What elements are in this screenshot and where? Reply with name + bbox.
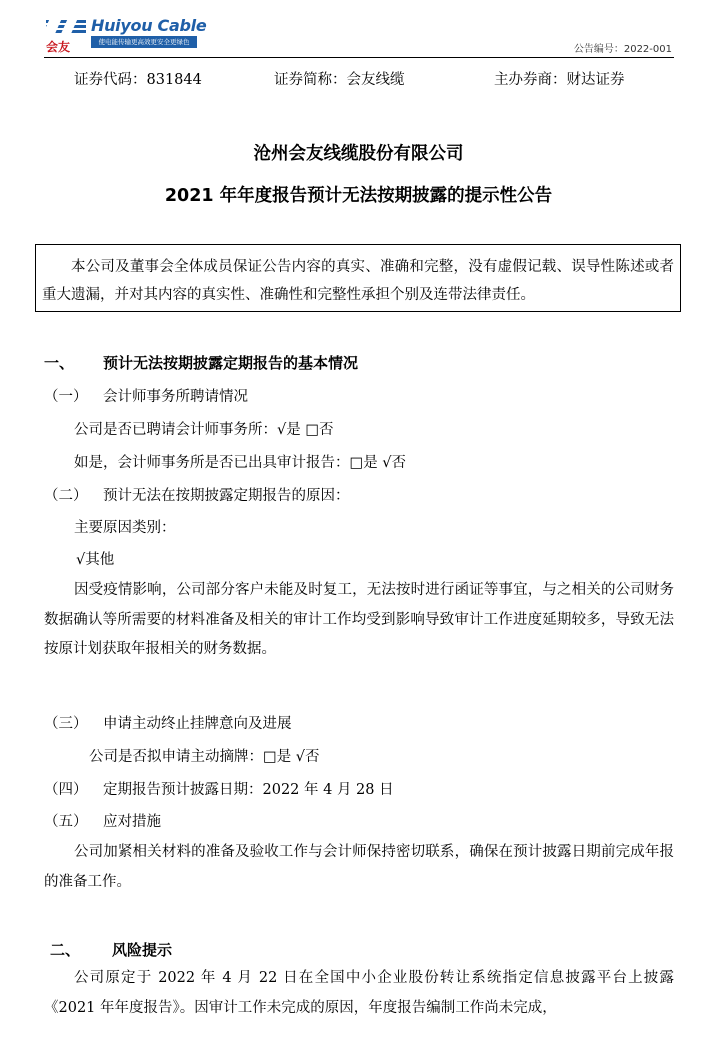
board-statement-box	[35, 244, 681, 312]
sub1-number: （一）	[44, 389, 88, 405]
security-abbreviation: 证券简称：会友线缆	[274, 72, 405, 88]
measures-paragraph	[44, 838, 674, 897]
reason-type-label: 主要原因类别：	[74, 520, 176, 536]
section2-heading: 风险提示	[112, 941, 173, 959]
sub4-number: （四）	[44, 782, 88, 798]
section1-heading: 预计无法按期披露定期报告的基本情况	[103, 354, 359, 372]
delay-reason-text: 因受疫情影响，公司部分客户未能及时复工，无法按时进行函证等事宜，与之相关的公司财务数据确认等所需要的材料准备及相关的审计工作均受到影响导致审计工作进度延期较多，导致无法按原计划获取年报相关的财务数据。	[44, 582, 674, 657]
measures-text: 公司加紧相关材料的准备及验收工作与会计师保持密切联系，确保在预计披露日期前完成年报的准备工作。	[44, 844, 674, 890]
security-code: 证券代码：831844	[74, 72, 202, 88]
reason-type-value: √其他	[76, 552, 115, 568]
document-header	[44, 14, 684, 60]
delay-reason-paragraph	[44, 576, 674, 665]
logo-chinese-name: 会友	[46, 40, 71, 54]
audit-report-question: 如是，会计师事务所是否已出具审计报告：□是 √否	[74, 455, 407, 471]
company-title: 沧州会友线缆股份有限公司	[253, 144, 464, 164]
sub5-number: （五）	[44, 814, 88, 830]
expected-disclosure-date: 定期报告预计披露日期：2022 年 4 月 28 日	[103, 782, 394, 798]
header-divider	[44, 57, 674, 58]
sub3-title: 申请主动终止挂牌意向及进展	[103, 716, 292, 732]
sub5-title: 应对措施	[103, 814, 161, 830]
sub2-title: 预计无法在按期披露定期报告的原因：	[103, 488, 350, 504]
section1-number: 一、	[44, 354, 75, 372]
delisting-question: 公司是否拟申请主动摘牌：□是 √否	[89, 749, 320, 765]
announcement-title: 2021 年年度报告预计无法按期披露的提示性公告	[164, 186, 553, 206]
section2-number: 二、	[50, 941, 81, 959]
sponsor-broker: 主办券商：财达证券	[494, 72, 625, 88]
sub1-title: 会计师事务所聘请情况	[103, 389, 248, 405]
logo-english-name: Huiyou Cable	[91, 16, 207, 35]
risk-paragraph	[44, 964, 674, 1023]
board-statement-text: 本公司及董事会全体成员保证公告内容的真实、准确和完整，没有虚假记载、误导性陈述或者重大遗漏，并对其内容的真实性、准确性和完整性承担个别及连带法律责任。	[42, 259, 674, 303]
logo-tagline: 使电能传输更高效更安全更绿色	[91, 36, 197, 48]
sub3-number: （三）	[44, 716, 88, 732]
company-logo	[44, 14, 207, 54]
risk-text: 公司原定于 2022 年 4 月 22 日在全国中小企业股份转让系统指定信息披露平台上披露《2021 年年度报告》。因审计工作未完成的原因，年度报告编制工作尚未完成，	[44, 970, 674, 1016]
notice-number: 公告编号：2022-001	[573, 44, 672, 55]
sub2-number: （二）	[44, 488, 88, 504]
auditor-engaged-question: 公司是否已聘请会计师事务所：√是 □否	[74, 422, 334, 438]
